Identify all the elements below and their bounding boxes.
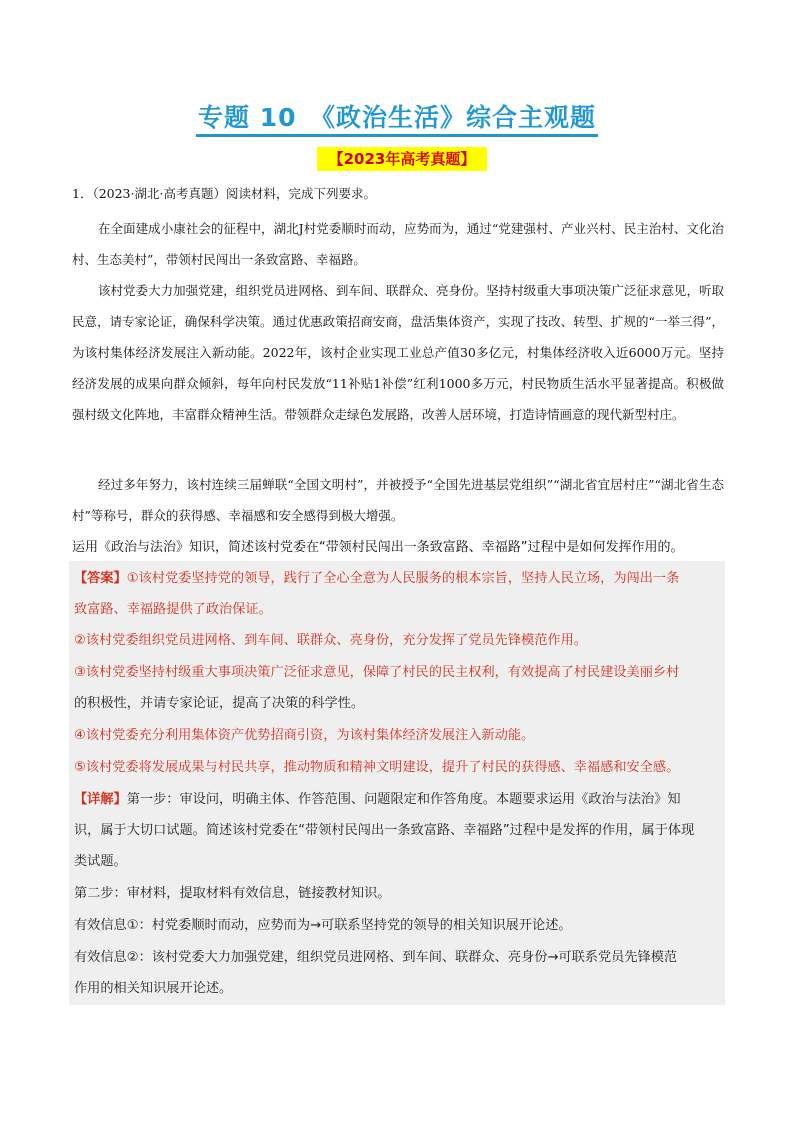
detail-line-3: 类试题。 — [74, 854, 127, 869]
answer-line-7: ⑤该村党委将发展成果与村民共享，推动物质和精神文明建设，提升了村民的获得感、幸福感和安全感。 — [74, 760, 680, 775]
answer-line-6: ④该村党委充分利用集体资产优势招商引资，为该村集体经济发展注入新动能。 — [74, 728, 535, 743]
section-banner: 【2023年高考真题】 — [317, 147, 487, 171]
answer-line-2: 致富路、幸福路提供了政治保证。 — [74, 602, 272, 617]
detail-line-1: 【详解】第一步：审设问，明确主体、作答范围、问题限定和作答角度。本题要求运用《政治与法治》知 — [74, 792, 681, 807]
answer-line-1: 【答案】①该村党委坚持党的领导，践行了全心全意为人民服务的根本宗旨，坚持人民立场，为闯出一条 — [74, 571, 680, 586]
detail-line-5: 有效信息①：村党委顺时而动，应势而为→可联系坚持党的领导的相关知识展开论述。 — [74, 918, 572, 933]
question-prompt: 运用《政治与法治》知识，简述该村党委在“带领村民闯出一条致富路、幸福路”过程中是如何发挥作用的。 — [72, 540, 684, 555]
detail-line-6: 有效信息②：该村党委大力加强党建，组织党员进网格、到车间、联群众、亮身份→可联系党员先锋模范 — [74, 950, 678, 965]
material-paragraph-1: 在全面建成小康社会的征程中，湖北J村党委顺时而动，应势而为，通过“党建强村、产业兴村、民主治村、文化治村、生态美村”，带领村民闯出一条致富路、幸福路。 — [72, 221, 724, 267]
answer-line-5: 的积极性，并请专家论证，提高了决策的科学性。 — [74, 696, 365, 711]
question-header: 1．（2023·湖北·高考真题）阅读材料，完成下列要求。 — [72, 186, 376, 201]
detail-line-4: 第二步：审材料，提取材料有效信息，链接教材知识。 — [74, 886, 391, 901]
material-paragraph-3: 经过多年努力，该村连续三届蝉联“全国文明村”，并被授予“全国先进基层党组织”“湖北省宜居村庄”“湖北省生态村”等称号，群众的获得感、幸福感和安全感得到极大增强。 — [72, 477, 724, 523]
answer-line-3: ②该村党委组织党员进网格、到车间、联群众、亮身份，充分发挥了党员先锋模范作用。 — [74, 633, 587, 648]
detail-line-2: 识，属于大切口试题。简述该村党委在“带领村民闯出一条致富路、幸福路”过程中是发挥的作用，属于体现 — [74, 823, 695, 838]
answer-box — [69, 561, 725, 1005]
page-title: 专题 10 《政治生活》综合主观题 — [0, 98, 794, 134]
answer-line-4: ③该村党委坚持村级重大事项决策广泛征求意见，保障了村民的民主权利，有效提高了村民建设美丽乡村 — [74, 665, 680, 680]
material-paragraph-2: 该村党委大力加强党建，组织党员进网格、到车间、联群众、亮身份。坚持村级重大事项决策广泛征求意见，听取民意，请专家论证，确保科学决策。通过优惠政策招商安商，盘活集体资产，实现了技改、转型、扩规的“一举三得”，为该村集体经济发展注入新动能。2022年，该村企业实现工业总产值30多亿元，村集体经济收入近6000万元。坚持经济发展的成果向群众倾斜，每年向村民发放“11补贴1补偿”红利1000多万元，村民物质生活水平显著提高。积极做强村级文化阵地，丰富群众精神生活。带领群众走绿色发展路，改善人居环境，打造诗情画意的现代新型村庄。 — [72, 283, 724, 422]
detail-line-7: 作用的相关知识展开论述。 — [74, 981, 233, 996]
